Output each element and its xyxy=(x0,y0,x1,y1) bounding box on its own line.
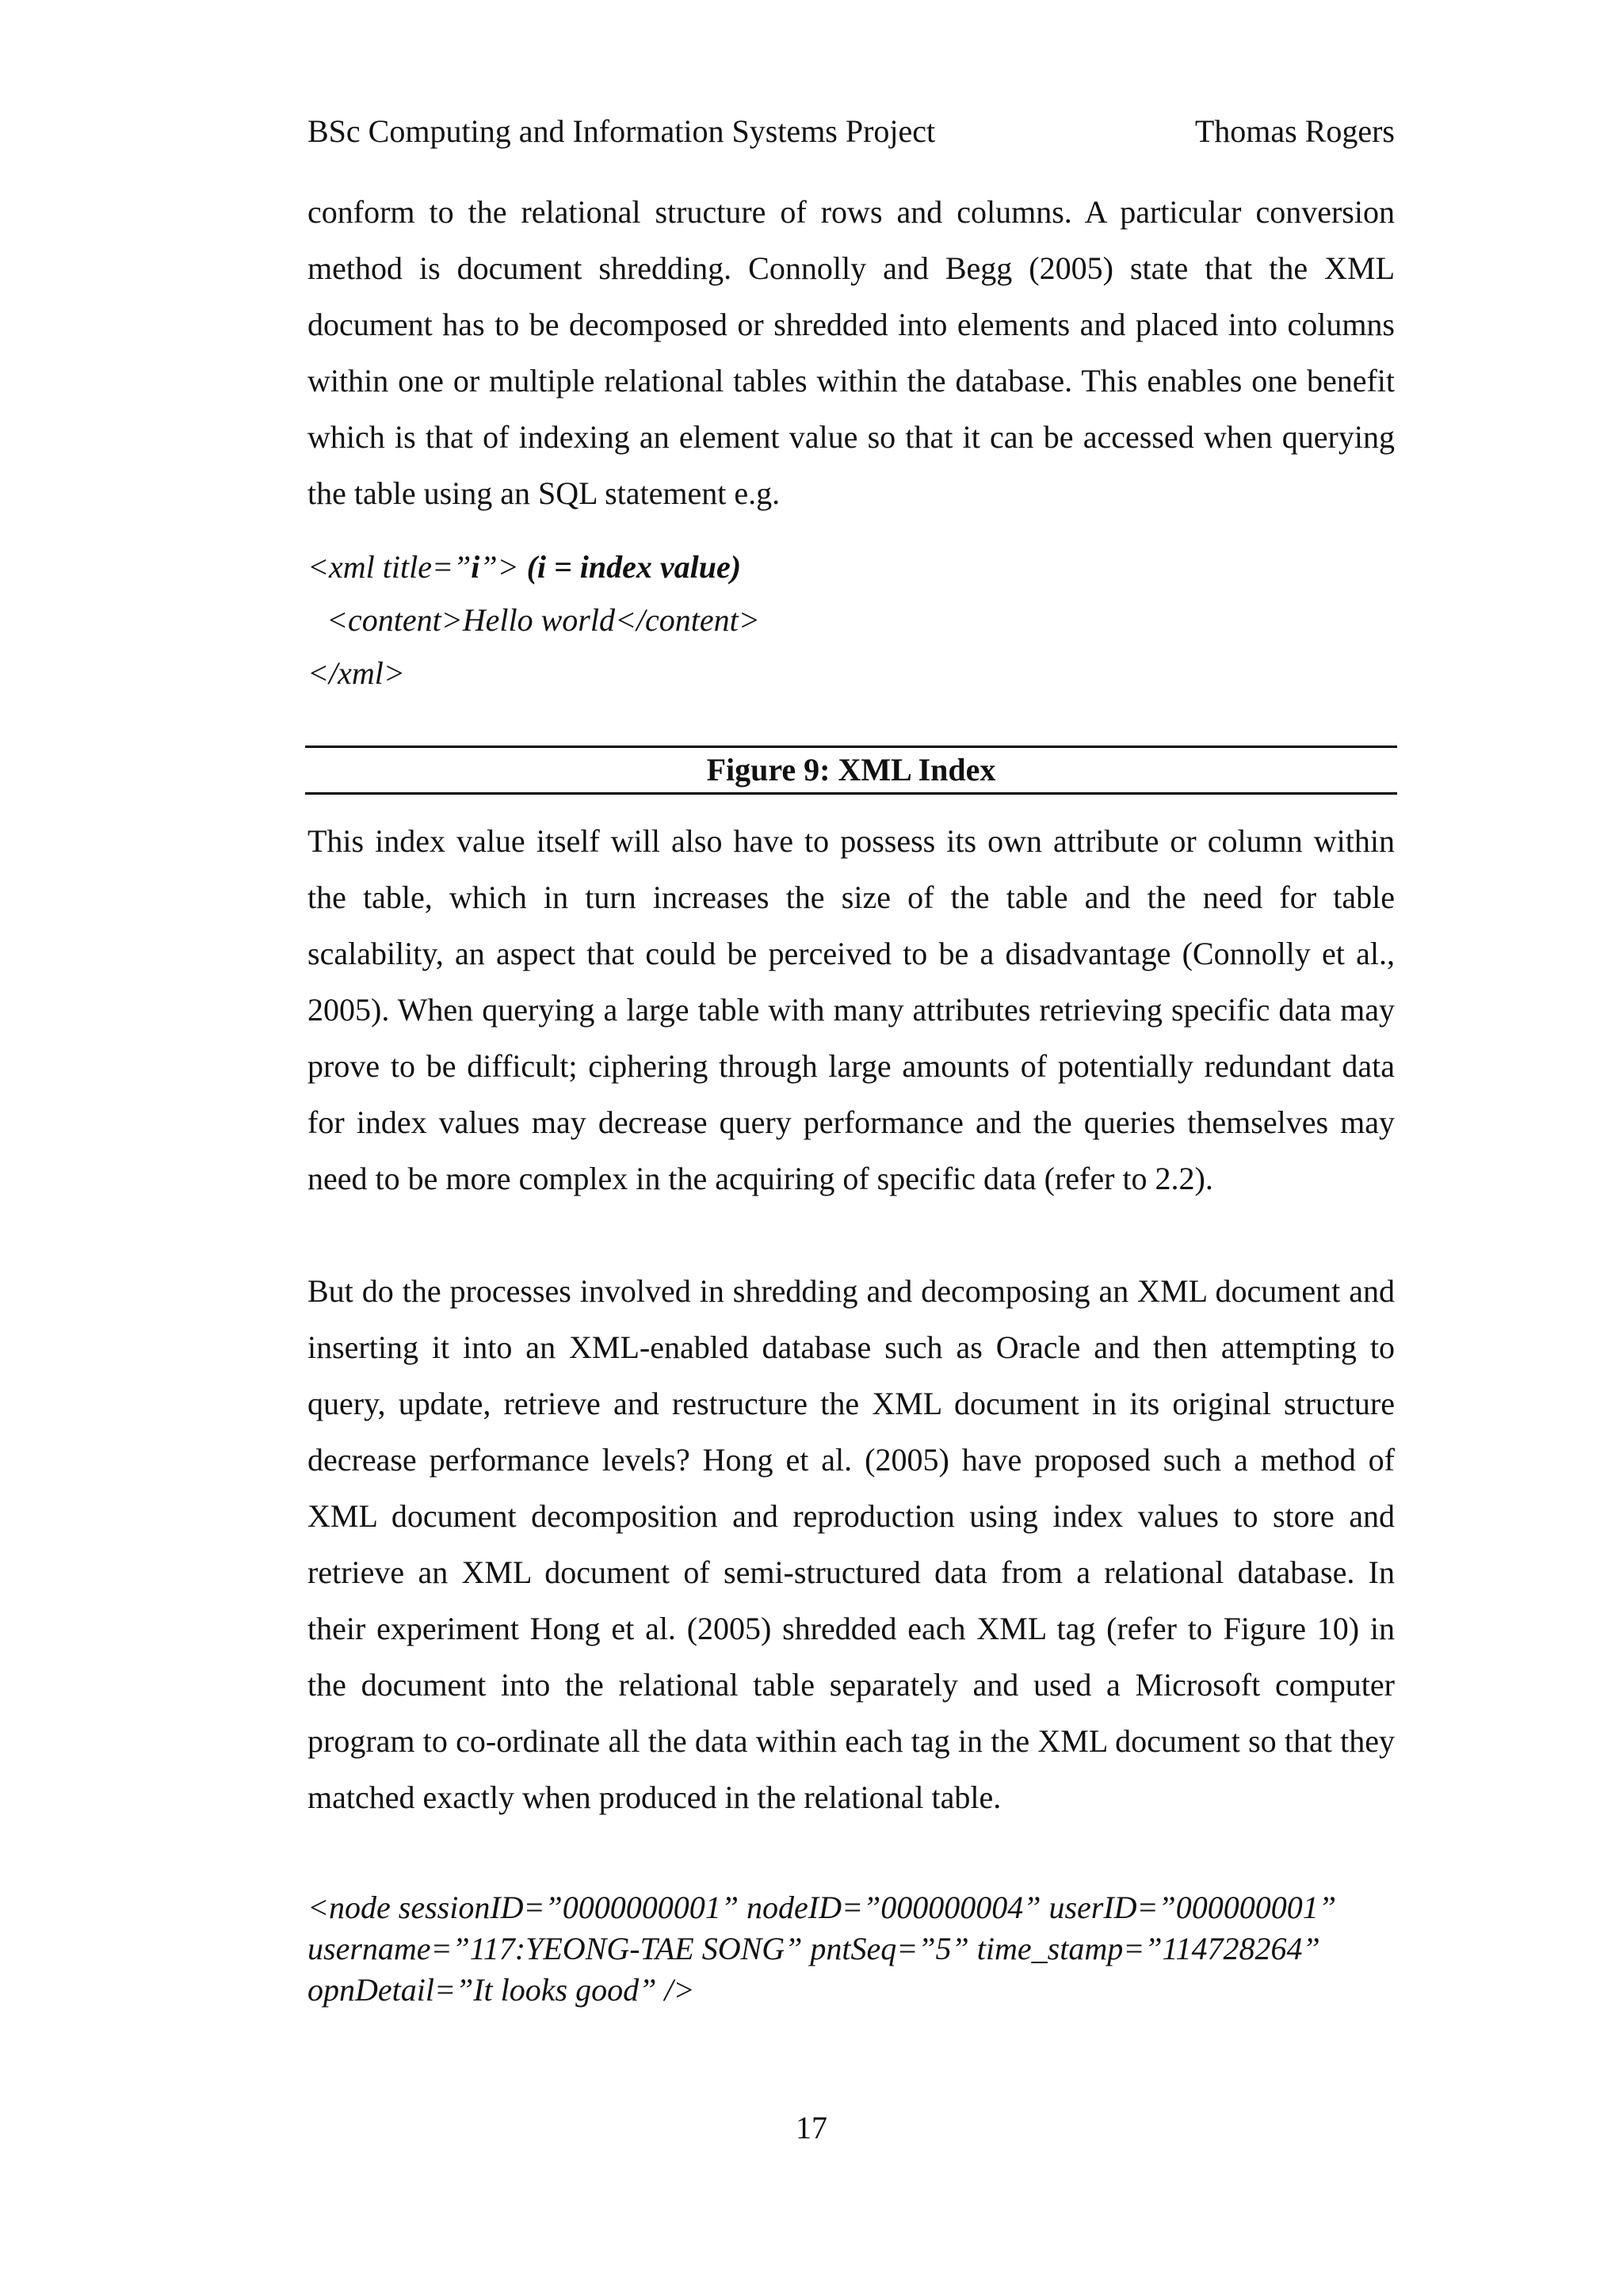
figure-top-rule xyxy=(305,746,1397,748)
code-line: opnDetail=”It looks good” /> xyxy=(307,1972,695,2008)
header-project-title: BSc Computing and Information Systems Project xyxy=(307,113,936,149)
body-paragraph: This index value itself will also have to possess its own attribute or column within the table, which in turn increases the size of the table and the need for table scalability, an aspect that could be perceived to be a disadvantage (Connolly et al., 2005). When querying a large table with many attributes retrieving specific data may prove to be difficult; ciphering through large amounts of potentially redundant data for index values may decrease query performance and the queries themselves may need to be more complex in the acquiring of specific data (refer to 2.2). xyxy=(307,823,1395,1196)
code-line: <content>Hello world</content> xyxy=(327,602,760,638)
xml-node-example xyxy=(307,1887,1417,2011)
header-author-name: Thomas Rogers xyxy=(1194,113,1395,149)
code-text: <xml title=” xyxy=(307,549,472,585)
code-text: ”> xyxy=(479,549,527,585)
figure-bottom-rule xyxy=(305,792,1397,795)
code-index-variable: i xyxy=(471,549,480,585)
code-line xyxy=(307,540,1395,593)
xml-index-example xyxy=(307,540,1395,700)
figure-caption: Figure 9: XML Index xyxy=(706,752,996,788)
code-line: </xml> xyxy=(307,655,405,691)
body-paragraph: But do the processes involved in shredding and decomposing an XML document and inserting it into an XML-enabled database such as Oracle and then attempting to query, update, retrieve and restructure the XML document in its original structure decrease performance levels? Hong et al. (2005) have proposed such a method of XML document decomposition and reproduction using index values to store and retrieve an XML document of semi-structured data from a relational database. In their experiment Hong et al. (2005) shredded each XML tag (refer to Figure 10) in the document into the relational table separately and used a Microsoft computer program to co-ordinate all the data within each tag in the XML document so that they matched exactly when produced in the relational table. xyxy=(307,1273,1395,1815)
code-index-note: (i = index value) xyxy=(526,549,742,585)
page-header xyxy=(307,108,1395,155)
code-line: <node sessionID=”0000000001” nodeID=”000000004” userID=”000000001” xyxy=(307,1890,1337,1925)
code-line: username=”117:YEONG-TAE SONG” pntSeq=”5” time_stamp=”114728264” xyxy=(307,1931,1320,1966)
page-number: 17 xyxy=(796,2110,827,2145)
body-paragraph: conform to the relational structure of rows and columns. A particular conversion method is document shredding. Connolly and Begg (2005) state that the XML document has to be decomposed or shredded into elements and placed into columns within one or multiple relational tables within the database. This enables one benefit which is that of indexing an element value so that it can be accessed when querying the table using an SQL statement e.g. xyxy=(307,194,1395,511)
